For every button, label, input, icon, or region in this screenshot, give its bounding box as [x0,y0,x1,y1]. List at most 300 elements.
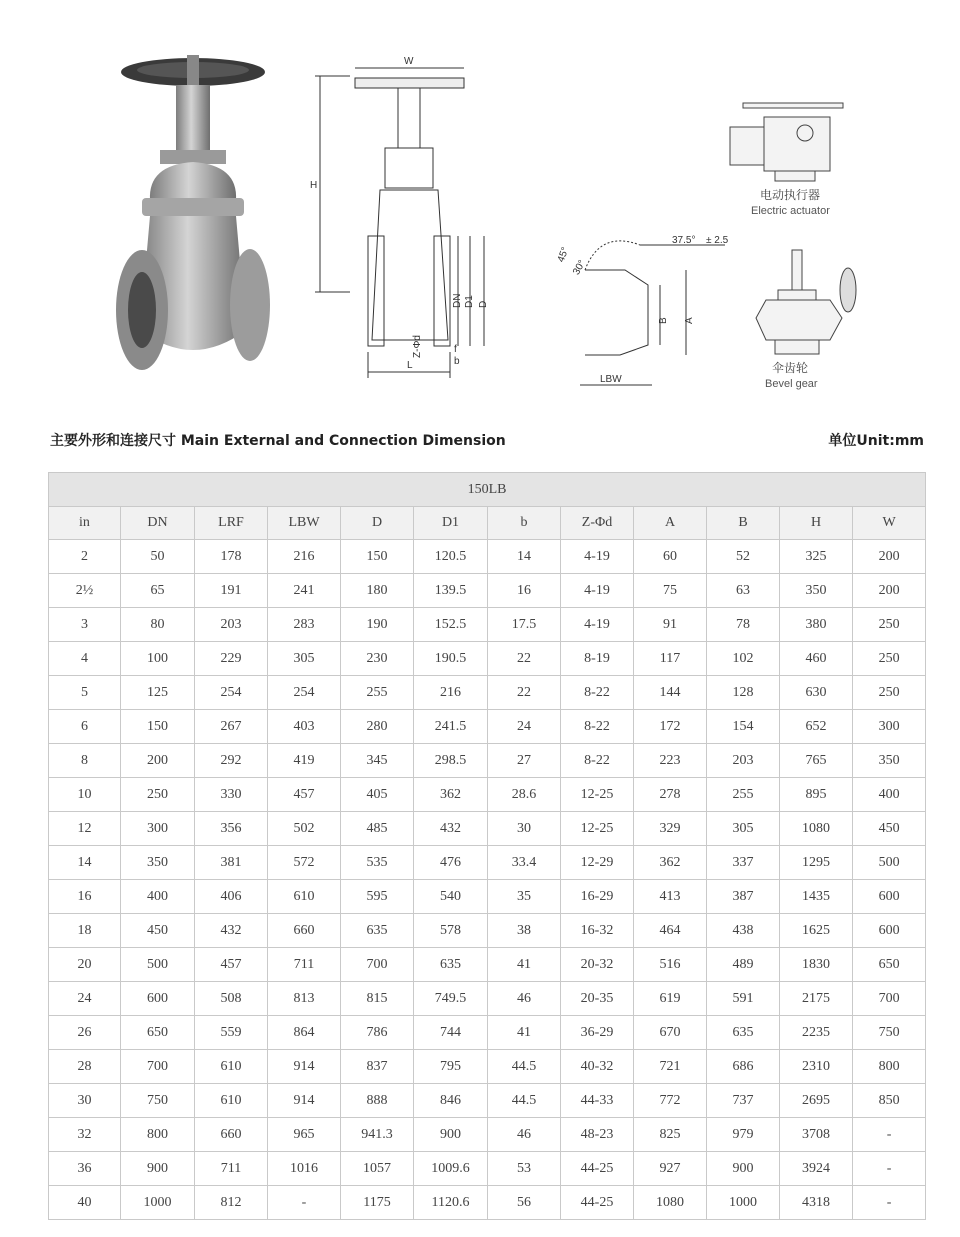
table-cell: 864 [268,1016,341,1050]
table-cell: - [853,1118,926,1152]
table-cell: 283 [268,608,341,642]
table-row [49,982,926,1016]
table-cell: 14 [488,540,561,574]
table-cell: 432 [414,812,488,846]
table-cell: 8-22 [561,710,634,744]
table-cell: 6 [49,710,121,744]
table-cell: 172 [634,710,707,744]
table-cell: 619 [634,982,707,1016]
table-row [49,812,926,846]
table-cell: 600 [853,914,926,948]
table-cell: 17.5 [488,608,561,642]
table-cell: 700 [341,948,414,982]
table-cell: 22 [488,642,561,676]
table-cell: 102 [707,642,780,676]
table-cell: 795 [414,1050,488,1084]
table-row [49,914,926,948]
table-cell: 500 [121,948,195,982]
table-cell: 154 [707,710,780,744]
table-cell: 16 [488,574,561,608]
table-cell: 241.5 [414,710,488,744]
table-cell: 765 [780,744,853,778]
table-cell: 20-35 [561,982,634,1016]
table-cell: 686 [707,1050,780,1084]
table-cell: 190.5 [414,642,488,676]
table-cell: 120.5 [414,540,488,574]
table-cell: 345 [341,744,414,778]
table-cell: 1295 [780,846,853,880]
table-cell: 292 [195,744,268,778]
table-cell: 50 [121,540,195,574]
dim-label-h: H [310,180,318,191]
table-cell: 914 [268,1084,341,1118]
table-cell: 1625 [780,914,853,948]
illustrations-svg [0,0,960,400]
table-cell: 40-32 [561,1050,634,1084]
table-cell: 721 [634,1050,707,1084]
table-cell: 329 [634,812,707,846]
table-cell: 2 [49,540,121,574]
table-cell: 660 [195,1118,268,1152]
table-cell: 300 [853,710,926,744]
table-cell: 660 [268,914,341,948]
table-cell: 280 [341,710,414,744]
table-cell: 406 [195,880,268,914]
table-cell: 979 [707,1118,780,1152]
table-cell: 300 [121,812,195,846]
table-cell: 650 [853,948,926,982]
table-cell: 16-29 [561,880,634,914]
table-cell: 516 [634,948,707,982]
table-row [49,1118,926,1152]
table-cell: 255 [341,676,414,710]
table-cell: 815 [341,982,414,1016]
table-row [49,880,926,914]
table-cell: 800 [853,1050,926,1084]
weld-angle-37: 37.5° [672,235,696,246]
table-cell: 26 [49,1016,121,1050]
table-row [49,846,926,880]
table-cell: 927 [634,1152,707,1186]
bevel-gear-drawing [756,250,856,354]
table-cell: 30 [488,812,561,846]
table-cell: 2310 [780,1050,853,1084]
table-cell: 744 [414,1016,488,1050]
table-cell: 1016 [268,1152,341,1186]
table-cell: 178 [195,540,268,574]
table-cell: 750 [853,1016,926,1050]
table-row [49,608,926,642]
table-cell: 254 [195,676,268,710]
table-cell: 387 [707,880,780,914]
table-cell: 139.5 [414,574,488,608]
table-cell: 610 [195,1084,268,1118]
table-cell: 700 [121,1050,195,1084]
table-cell: 350 [121,846,195,880]
unit-label: 单位Unit:mm [828,433,924,449]
table-cell: 30 [49,1084,121,1118]
table-cell: 250 [853,676,926,710]
table-cell: 610 [268,880,341,914]
column-header: H [780,507,853,540]
table-cell: 362 [634,846,707,880]
table-cell: 12 [49,812,121,846]
table-cell: 1175 [341,1186,414,1220]
table-cell: 2½ [49,574,121,608]
table-cell: 5 [49,676,121,710]
table-cell: 4-19 [561,540,634,574]
table-cell: 216 [268,540,341,574]
table-cell: 18 [49,914,121,948]
table-cell: 35 [488,880,561,914]
table-cell: 53 [488,1152,561,1186]
table-cell: 432 [195,914,268,948]
weld-angle-45: 45° [555,245,572,264]
column-header: B [707,507,780,540]
table-cell: 80 [121,608,195,642]
table-row [49,540,926,574]
weld-angle-30: 30° [571,258,589,277]
dim-label-w: W [404,56,414,67]
table-cell: 1000 [707,1186,780,1220]
column-header: DN [121,507,195,540]
table-cell: 800 [121,1118,195,1152]
table-cell: 700 [853,982,926,1016]
table-cell: 3708 [780,1118,853,1152]
table-cell: 278 [634,778,707,812]
table-cell: 125 [121,676,195,710]
table-cell: 41 [488,1016,561,1050]
table-cell: 41 [488,948,561,982]
table-cell: 28 [49,1050,121,1084]
table-cell: 63 [707,574,780,608]
table-cell: 8-22 [561,676,634,710]
table-cell: - [853,1152,926,1186]
table-cell: 203 [707,744,780,778]
electric-actuator-caption-en: Electric actuator [751,205,830,217]
table-cell: 737 [707,1084,780,1118]
table-cell: 38 [488,914,561,948]
column-header: b [488,507,561,540]
table-cell: 900 [707,1152,780,1186]
table-cell: 591 [707,982,780,1016]
table-cell: 600 [853,880,926,914]
table-row [49,1084,926,1118]
table-cell: 635 [341,914,414,948]
dim-label-l: L [407,360,413,371]
section-title: 主要外形和连接尺寸 Main External and Connection Dimension [50,433,506,449]
pressure-class-header: 150LB [49,473,926,507]
table-cell: 837 [341,1050,414,1084]
table-cell: 578 [414,914,488,948]
dim-label-d: D [478,300,489,308]
table-cell: 595 [341,880,414,914]
table-cell: 337 [707,846,780,880]
table-row [49,1050,926,1084]
table-cell: 711 [268,948,341,982]
table-cell: 362 [414,778,488,812]
table-cell: 489 [707,948,780,982]
table-cell: 460 [780,642,853,676]
table-cell: - [853,1186,926,1220]
table-cell: 888 [341,1084,414,1118]
weld-end-detail [580,241,725,385]
weld-label-a: A [684,317,695,324]
table-cell: 229 [195,642,268,676]
table-cell: 180 [341,574,414,608]
table-row [49,778,926,812]
table-cell: 250 [853,642,926,676]
table-cell: 12-25 [561,778,634,812]
table-cell: 305 [268,642,341,676]
table-cell: 812 [195,1186,268,1220]
table-cell: 44-33 [561,1084,634,1118]
table-cell: 670 [634,1016,707,1050]
table-cell: 464 [634,914,707,948]
table-cell: 223 [634,744,707,778]
table-cell: 413 [634,880,707,914]
table-cell: 895 [780,778,853,812]
table-cell: 230 [341,642,414,676]
table-cell: 400 [121,880,195,914]
table-cell: 46 [488,982,561,1016]
table-cell: 8 [49,744,121,778]
gate-valve-photo [116,55,270,370]
table-cell: 44.5 [488,1050,561,1084]
table-cell: 152.5 [414,608,488,642]
table-cell: 4 [49,642,121,676]
table-cell: 2235 [780,1016,853,1050]
table-cell: 711 [195,1152,268,1186]
table-cell: 24 [49,982,121,1016]
table-cell: 144 [634,676,707,710]
table-cell: 1080 [780,812,853,846]
table-row [49,642,926,676]
table-cell: 1009.6 [414,1152,488,1186]
table-cell: 900 [121,1152,195,1186]
table-cell: 16-32 [561,914,634,948]
dim-label-b: b [454,356,460,367]
table-cell: 44.5 [488,1084,561,1118]
table-cell: 559 [195,1016,268,1050]
table-cell: 600 [121,982,195,1016]
table-cell: 44-25 [561,1186,634,1220]
table-cell: 1000 [121,1186,195,1220]
table-cell: 630 [780,676,853,710]
column-header: D1 [414,507,488,540]
table-cell: 48-23 [561,1118,634,1152]
table-cell: 20 [49,948,121,982]
table-cell: 350 [853,744,926,778]
table-cell: 128 [707,676,780,710]
table-cell: 250 [853,608,926,642]
table-cell: 786 [341,1016,414,1050]
column-header: LRF [195,507,268,540]
table-cell: 380 [780,608,853,642]
column-header: in [49,507,121,540]
dim-label-d1: D1 [464,295,475,308]
table-cell: 32 [49,1118,121,1152]
dimension-table [48,472,926,1220]
column-header: Z-Φd [561,507,634,540]
table-cell: 325 [780,540,853,574]
table-cell: 1080 [634,1186,707,1220]
bevel-gear-caption-en: Bevel gear [765,378,818,390]
table-cell: 150 [341,540,414,574]
table-row [49,676,926,710]
table-cell: 190 [341,608,414,642]
column-header: LBW [268,507,341,540]
table-cell: 1057 [341,1152,414,1186]
table-cell: 508 [195,982,268,1016]
table-cell: 4-19 [561,574,634,608]
table-cell: 941.3 [341,1118,414,1152]
table-cell: 20-32 [561,948,634,982]
table-cell: 2695 [780,1084,853,1118]
table-cell: 652 [780,710,853,744]
electric-actuator-caption-cn: 电动执行器 [760,188,821,202]
table-cell: 46 [488,1118,561,1152]
table-cell: 502 [268,812,341,846]
table-cell: 267 [195,710,268,744]
table-cell: 33.4 [488,846,561,880]
table-cell: 8-19 [561,642,634,676]
table-cell: 52 [707,540,780,574]
table-row [49,574,926,608]
table-cell: 255 [707,778,780,812]
dim-label-z-phi-d: Z-Φd [412,335,423,358]
table-cell: 572 [268,846,341,880]
table-cell: 12-25 [561,812,634,846]
electric-actuator-drawing [730,103,843,181]
table-cell: 254 [268,676,341,710]
table-cell: 850 [853,1084,926,1118]
table-cell: 1830 [780,948,853,982]
table-row [49,1152,926,1186]
table-cell: 56 [488,1186,561,1220]
column-header-row [49,507,926,540]
table-cell: 1120.6 [414,1186,488,1220]
table-cell: 610 [195,1050,268,1084]
table-cell: 381 [195,846,268,880]
table-cell: 8-22 [561,744,634,778]
table-cell: 400 [853,778,926,812]
table-cell: 200 [853,540,926,574]
table-cell: 457 [195,948,268,982]
table-cell: 14 [49,846,121,880]
table-cell: 16 [49,880,121,914]
table-cell: 298.5 [414,744,488,778]
dimension-labels [310,56,489,371]
column-header: A [634,507,707,540]
table-cell: 356 [195,812,268,846]
table-cell: 78 [707,608,780,642]
table-cell: 965 [268,1118,341,1152]
table-body [49,540,926,1220]
table-cell: - [268,1186,341,1220]
table-cell: 305 [707,812,780,846]
table-cell: 419 [268,744,341,778]
table-cell: 914 [268,1050,341,1084]
column-header: W [853,507,926,540]
table-cell: 100 [121,642,195,676]
product-illustrations [0,0,960,400]
table-cell: 825 [634,1118,707,1152]
table-cell: 403 [268,710,341,744]
table-cell: 635 [414,948,488,982]
table-row [49,948,926,982]
table-cell: 405 [341,778,414,812]
table-cell: 846 [414,1084,488,1118]
weld-label-lbw: LBW [600,374,622,385]
table-cell: 117 [634,642,707,676]
dimension-drawing [315,68,484,378]
table-cell: 3 [49,608,121,642]
table-cell: 450 [121,914,195,948]
table-cell: 44-25 [561,1152,634,1186]
table-cell: 900 [414,1118,488,1152]
table-cell: 813 [268,982,341,1016]
table-cell: 203 [195,608,268,642]
table-cell: 10 [49,778,121,812]
weld-tolerance: ± 2.5 [706,235,729,246]
table-cell: 540 [414,880,488,914]
table-cell: 1435 [780,880,853,914]
table-cell: 750 [121,1084,195,1118]
table-cell: 65 [121,574,195,608]
table-cell: 438 [707,914,780,948]
column-header: D [341,507,414,540]
dim-label-f: f [454,344,457,355]
table-row [49,1016,926,1050]
table-cell: 200 [853,574,926,608]
table-cell: 4-19 [561,608,634,642]
table-cell: 191 [195,574,268,608]
table-cell: 27 [488,744,561,778]
table-cell: 457 [268,778,341,812]
table-cell: 650 [121,1016,195,1050]
table-cell: 40 [49,1186,121,1220]
weld-end-labels [556,235,729,385]
table-cell: 150 [121,710,195,744]
table-cell: 350 [780,574,853,608]
table-cell: 75 [634,574,707,608]
table-cell: 91 [634,608,707,642]
table-row [49,710,926,744]
table-cell: 3924 [780,1152,853,1186]
table-cell: 476 [414,846,488,880]
table-cell: 2175 [780,982,853,1016]
table-cell: 241 [268,574,341,608]
table-cell: 24 [488,710,561,744]
dim-label-dn: DN [452,293,463,308]
table-cell: 28.6 [488,778,561,812]
table-cell: 749.5 [414,982,488,1016]
table-cell: 330 [195,778,268,812]
table-cell: 250 [121,778,195,812]
table-cell: 772 [634,1084,707,1118]
table-cell: 22 [488,676,561,710]
table-cell: 216 [414,676,488,710]
table-cell: 535 [341,846,414,880]
table-cell: 36 [49,1152,121,1186]
table-cell: 12-29 [561,846,634,880]
table-cell: 635 [707,1016,780,1050]
table-cell: 60 [634,540,707,574]
weld-label-b: B [658,317,669,324]
table-row [49,1186,926,1220]
table-cell: 4318 [780,1186,853,1220]
